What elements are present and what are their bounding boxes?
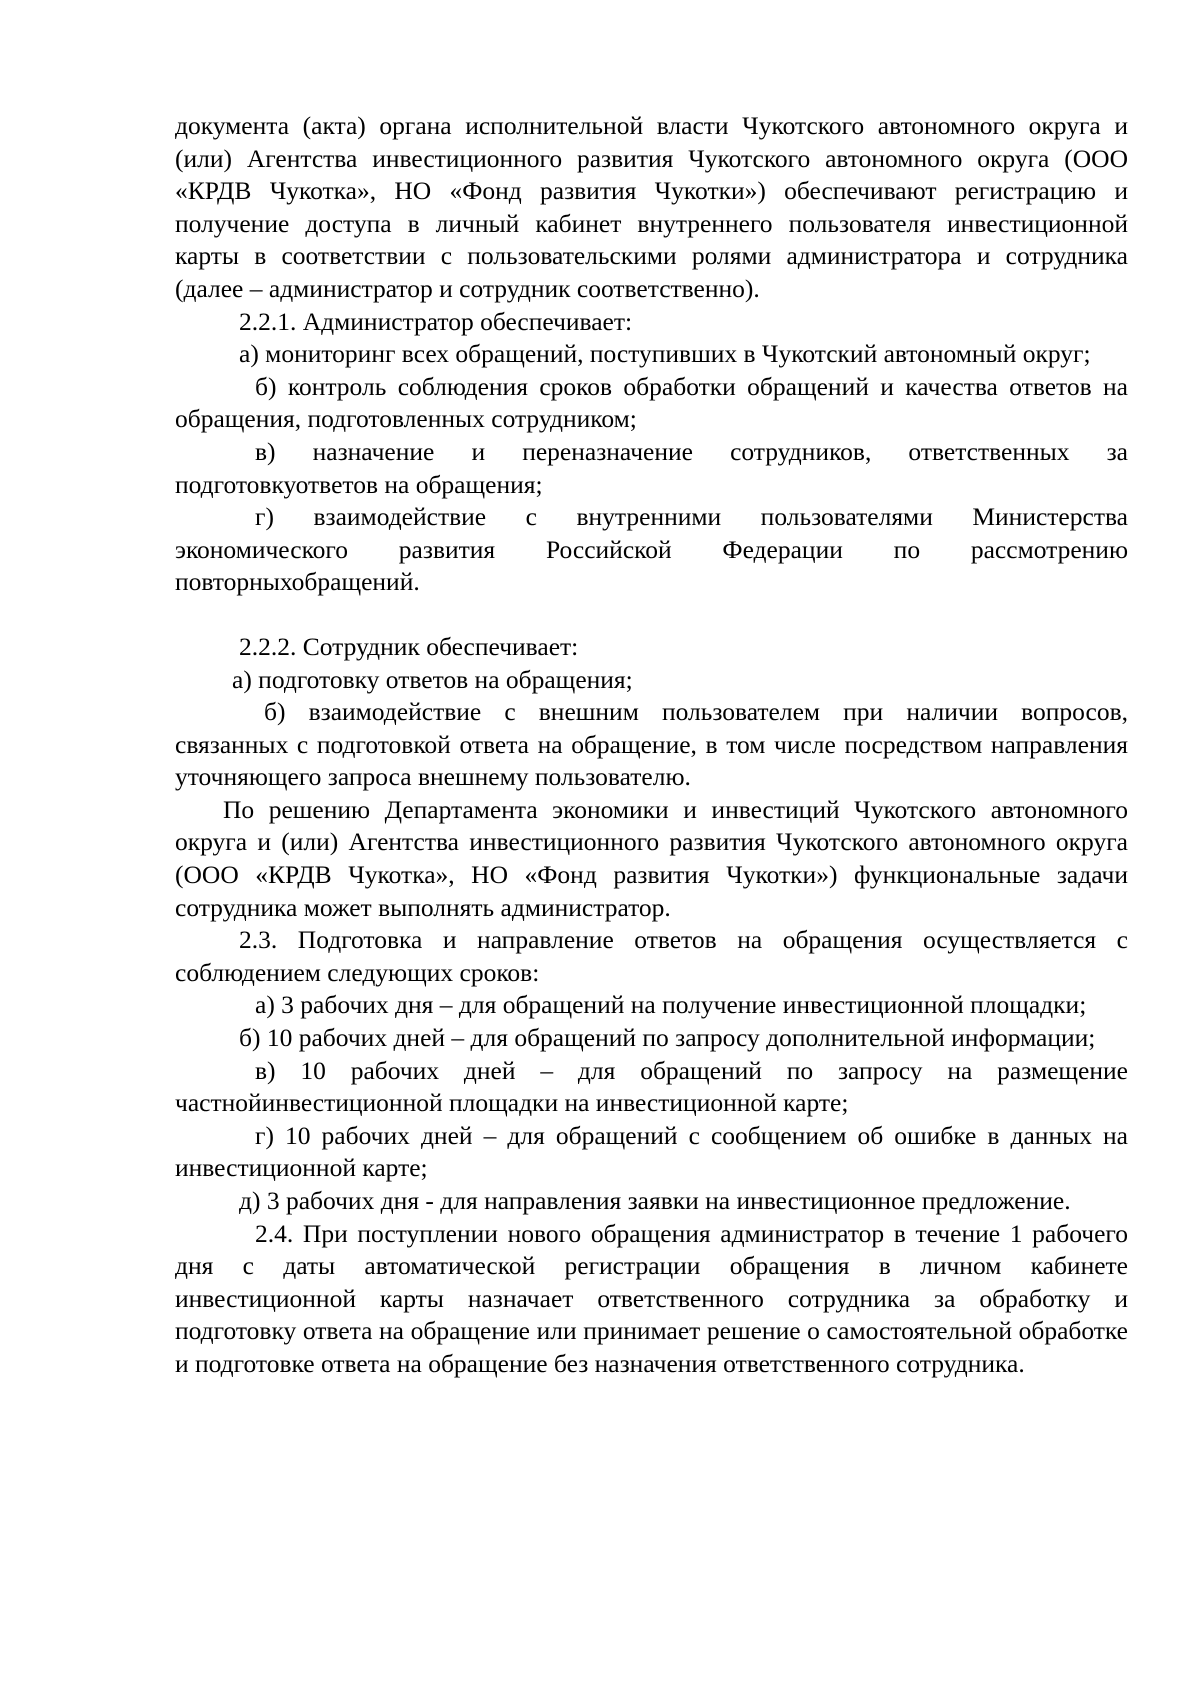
paragraph-2-2-1-g: г) взаимодействие с внутренними пользователями Министерства экономического развития Российской Федерации по рассмотрению повторныхобращений.	[175, 502, 1128, 597]
paragraph-2-2-1-heading: 2.2.1. Администратор обеспечивает:	[239, 306, 633, 336]
paragraph-2-2-1-b: б) контроль соблюдения сроков обработки обращений и качества ответов на обращения, подготовленных сотрудником;	[175, 371, 1128, 434]
paragraph-2-2-2-a: а) подготовку ответов на обращения;	[232, 664, 633, 694]
document-page	[175, 110, 1128, 1381]
paragraph-2-2-1-v: в) назначение и переназначение сотрудников, ответственных за подготовкуответов на обращения;	[175, 436, 1128, 499]
paragraph-2-2-2-heading: 2.2.2. Сотрудник обеспечивает:	[239, 631, 579, 661]
paragraph-gap	[175, 599, 1128, 631]
paragraph-2-3-heading: 2.3. Подготовка и направление ответов на обращения осуществляется с соблюдением следующих сроков:	[175, 925, 1128, 987]
paragraph-2-2-2-b: б) взаимодействие с внешним пользователем при наличии вопросов, связанных с подготовкой ответа на обращение, в том числе посредством направления уточняющего запроса внешнему пользователю.	[175, 697, 1128, 792]
paragraph-2-3-g: г) 10 рабочих дней – для обращений с сообщением об ошибке в данных на инвестиционной карте;	[175, 1120, 1128, 1183]
paragraph-2-3-a: а) 3 рабочих дня – для обращений на получение инвестиционной площадки;	[255, 990, 1087, 1020]
paragraph-2-4: 2.4. При поступлении нового обращения администратор в течение 1 рабочего дня с даты автоматической регистрации обращения в личном кабинете инвестиционной карты назначает ответственного сотрудника за обработку и подготовку ответа на обращение или принимает решение о самостоятельной обработке и подготовке ответа на обращение без назначения ответственного сотрудника.	[175, 1218, 1128, 1378]
paragraph-2-3-b: б) 10 рабочих дней – для обращений по запросу дополнительной информации;	[239, 1023, 1096, 1053]
paragraph-intro: документа (акта) органа исполнительной власти Чукотского автономного округа и (или) Агентства инвестиционного развития Чукотского автономного округа (ООО «КРДВ Чукотка», НО «Фонд развития Чукотки») обеспечивают регистрацию и получение доступа в личный кабинет внутреннего пользователя инвестиционной карты в соответствии с пользовательскими ролями администратора и сотрудника (далее – администратор и сотрудник соответственно).	[175, 111, 1128, 303]
paragraph-department-decision: По решению Департамента экономики и инвестиций Чукотского автономного округа и (или) Агентства инвестиционного развития Чукотского автономного округа (ООО «КРДВ Чукотка», НО «Фонд развития Чукотки») функциональные задачи сотрудника может выполнять администратор.	[175, 794, 1128, 922]
paragraph-2-3-v: в) 10 рабочих дней – для обращений по запросу на размещение частнойинвестиционной площадки на инвестиционной карте;	[175, 1055, 1128, 1118]
paragraph-2-2-1-a: а) мониторинг всех обращений, поступивших в Чукотский автономный округ;	[239, 339, 1091, 369]
paragraph-2-3-d: д) 3 рабочих дня - для направления заявки на инвестиционное предложение.	[239, 1186, 1071, 1215]
